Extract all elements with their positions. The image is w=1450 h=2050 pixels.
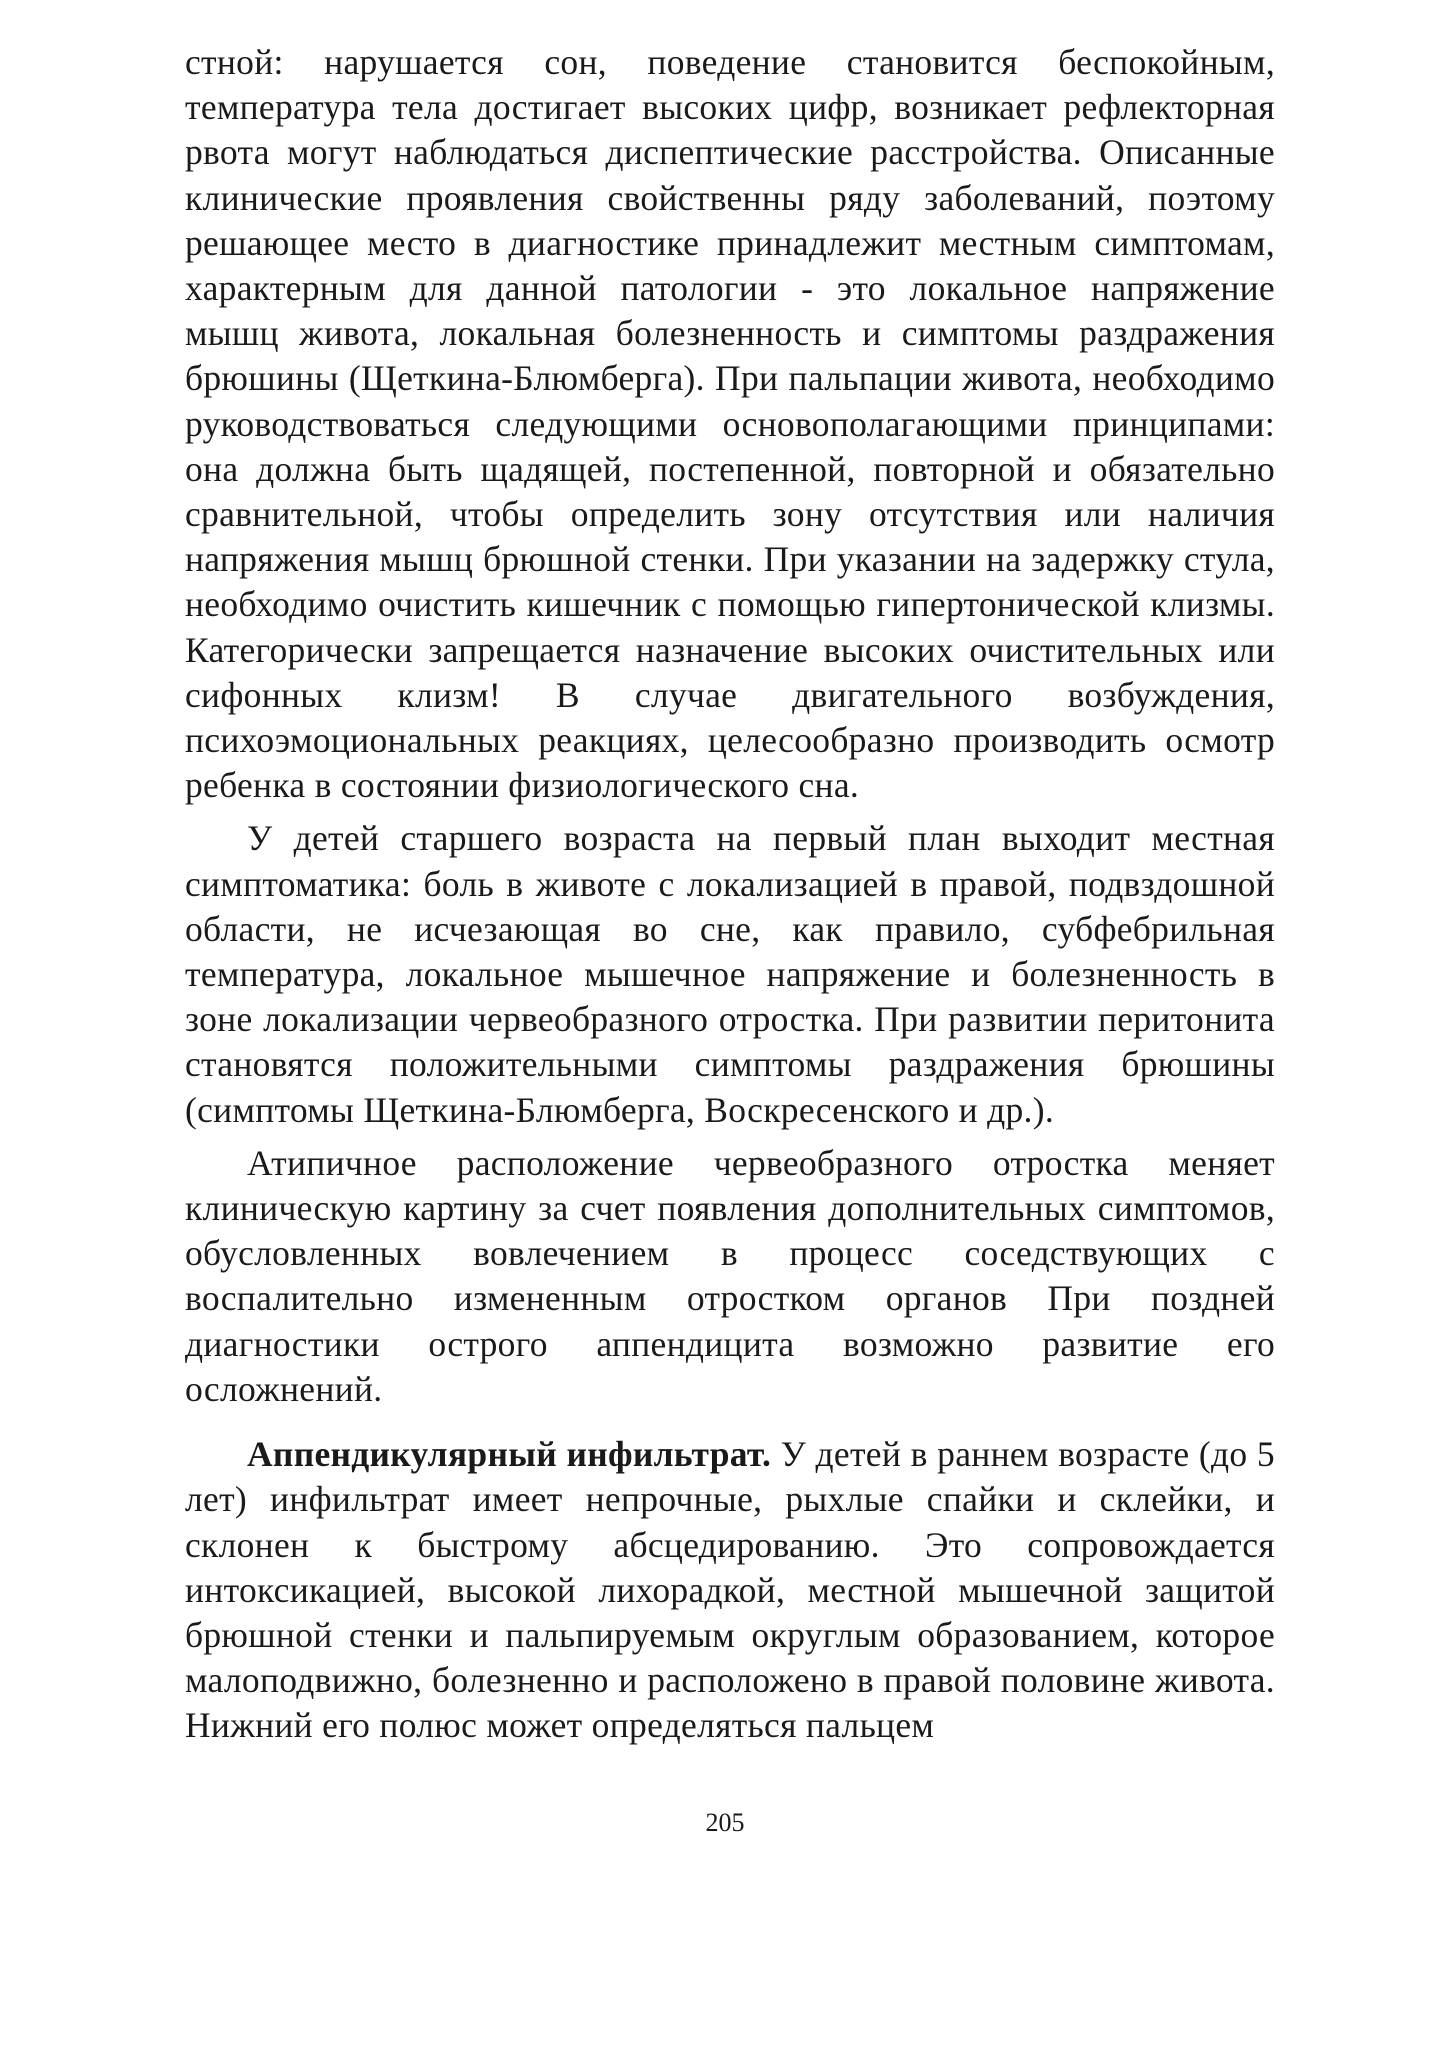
- page-body: [185, 40, 1275, 1757]
- paragraph-4-text: У детей в раннем возрасте (до 5 лет) инфильтрат имеет непрочные, рыхлые спайки и склейки, и склонен к быстрому абсцедированию. Это сопровождается интоксикацией, высокой лихорадкой, местной мышечной защитой брюшной стенки и пальпируемым округлым образованием, которое малоподвижно, болезненно и расположено в правой половине живота. Нижний его полюс может определяться пальцем: [185, 1434, 1275, 1746]
- paragraph-1: стной: нарушается сон, поведение становится беспокойным, температура тела достигает высоких цифр, возникает рефлекторная рвота могут наблюдаться диспептические расстройства. Описанные клинические проявления свойственны ряду заболеваний, поэтому решающее место в диагностике принадлежит местным симптомам, характерным для данной патологии - это локальное напряжение мышц живота, локальная болезненность и симптомы раздражения брюшины (Щеткина-Блюмберга). При пальпации живота, необходимо руководствоваться следующими основополагающими принципами: она должна быть щадящей, постепенной, повторной и обязательно сравнительной, чтобы определить зону отсутствия или наличия напряжения мышц брюшной стенки. При указании на задержку стула, необходимо очистить кишечник с помощью гипертонической клизмы. Категорически запрещается назначение высоких очистительных или сифонных клизм! В случае двигательного возбуждения, психоэмоциональных реакциях, целесообразно производить осмотр ребенка в состоянии физиологического сна.: [185, 42, 1275, 806]
- page-number: 205: [705, 1808, 745, 1837]
- paragraph-3: Атипичное расположение червеобразного отростка меняет клиническую картину за счет появления дополнительных симптомов, обусловленных вовлечением в процесс соседствующих с воспалительно измененным отростком органов При поздней диагностики острого аппендицита возможно развитие его осложнений.: [185, 1142, 1275, 1409]
- section-term-appendicular-infiltrate: Аппендикулярный инфильтрат.: [247, 1434, 772, 1475]
- paragraph-4: [185, 1432, 1275, 1748]
- paragraph-2: У детей старшего возраста на первый план выходит местная симптоматика: боль в животе с локализацией в правой, подвздошной области, не исчезающая во сне, как правило, субфебрильная температура, локальное мышечное напряжение и болезненность в зоне локализации червеобразного отростка. При развитии перитонита становятся положительными симптомы раздражения брюшины (симптомы Щеткина-Блюмберга, Воскресенского и др.).: [185, 818, 1275, 1130]
